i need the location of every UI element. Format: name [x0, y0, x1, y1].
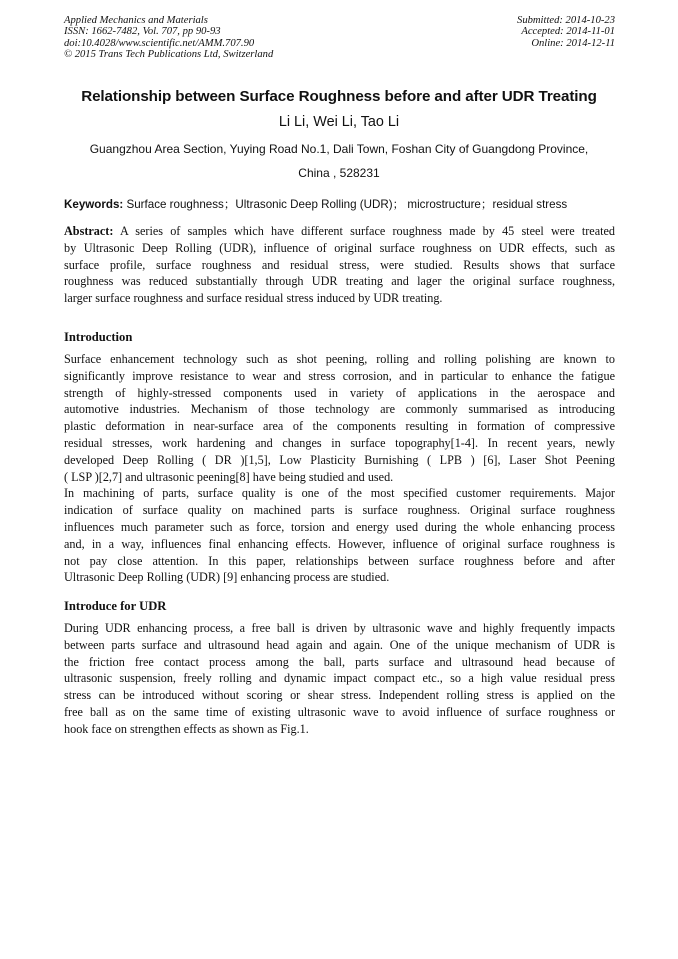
submitted-date: Submitted: 2014-10-23 — [517, 15, 615, 26]
body-line: developed Deep Rolling ( DR )[1,5], Low Plasticity Burnishing ( LPB ) [6], Laser Shot Peening — [64, 452, 615, 467]
body-line: not pay close attention. In this paper, relationships between surface roughness before and after — [64, 553, 615, 568]
body-line: influences much parameter such as force, torsion and energy used during the whole enhancing process — [64, 519, 615, 534]
abstract — [64, 223, 615, 307]
section-heading-introduction: Introduction — [64, 330, 133, 344]
accepted-date: Accepted: 2014-11-01 — [521, 26, 615, 38]
journal-header-right — [517, 15, 615, 49]
body-line: between parts surface and ultrasound head again and again. One of the unique mechanism of UDR is — [64, 637, 615, 652]
affiliation-line: China , 528231 — [298, 166, 380, 180]
body-line: ( LSP )[2,7] and ultrasonic peening[8] have being studied and used. — [64, 469, 394, 484]
abstract-line: larger surface roughness and surface residual stress induced by UDR treating. — [64, 291, 443, 306]
body-line: In machining of parts, surface quality is one of the most specified customer requirements. Major — [64, 486, 615, 501]
online-date: Online: 2014-12-11 — [531, 37, 615, 49]
udr-body — [64, 620, 615, 738]
abstract-line: Abstract: A series of samples which have different surface roughness made by 45 steel were treated — [64, 224, 615, 238]
body-line: residual stresses, work hardening and changes in surface topography[1-4]. In recent years, newly — [64, 435, 615, 450]
section-heading-udr: Introduce for UDR — [64, 599, 167, 613]
body-line: Ultrasonic Deep Rolling (UDR) [9] enhancing process are studied. — [64, 570, 390, 585]
body-line: Surface enhancement technology such as shot peening, rolling and rolling polishing are known to — [64, 352, 615, 366]
body-line: the friction free contact process among the ball, parts surface and ultrasound head because of — [64, 654, 615, 669]
body-line: significantly improve resistance to wear and stress corrosion, and in particular to enhance the fatigue — [64, 368, 615, 383]
body-line: plastic deformation in near-surface area of the components resulting in formation of compressive — [64, 419, 615, 434]
paper-title: Relationship between Surface Roughness before and after UDR Treating — [81, 88, 597, 105]
body-line: automotive industries. Mechanism of those technology are commonly summarised as introducing — [64, 402, 615, 417]
body-line: ultrasonic suspension, freely rolling and dynamic impact compact etc., so a high value residual press — [64, 671, 615, 686]
keywords-label: Keywords: — [64, 198, 124, 211]
abstract-line: by Ultrasonic Deep Rolling (UDR), influence of original surface roughness on UDR effects, such as — [64, 240, 615, 255]
abstract-label: Abstract: — [64, 224, 114, 238]
copyright: © 2015 Trans Tech Publications Ltd, Switzerland — [64, 49, 274, 61]
issn-volume: ISSN: 1662-7482, Vol. 707, pp 90-93 — [64, 26, 221, 38]
affiliation-line: Guangzhou Area Section, Yuying Road No.1, Dali Town, Foshan City of Guangdong Province, — [89, 142, 589, 156]
abstract-line: surface profile, surface roughness and residual stress, were studied. Results shows that surface — [64, 257, 615, 272]
introduction-body — [64, 351, 615, 586]
affiliation — [0, 137, 678, 185]
body-line: hook face on strengthen effects as shown as Fig.1. — [64, 721, 309, 736]
body-line: stress can be introduced without scoring or shear stress. Independent rolling stress is applied on the — [64, 688, 615, 703]
keywords-text: Surface roughness；Ultrasonic Deep Rolling (UDR)； microstructure；residual stress — [123, 198, 568, 211]
body-line: indication of surface quality on machined parts is surface roughness. Original surface roughness — [64, 503, 615, 518]
body-line: strength of highly-stressed components used in variety of applications in the aerospace and — [64, 385, 615, 400]
abstract-line: roughness was reduced substantially through UDR treating and lager the original surface roughness, — [64, 274, 615, 289]
body-line: and, in a way, influences final enhancing effects. However, influence of original surface roughness is — [64, 536, 615, 551]
journal-header-left — [64, 15, 273, 61]
doi: doi:10.4028/www.scientific.net/AMM.707.90 — [64, 37, 255, 49]
keywords — [64, 196, 624, 212]
body-line: During UDR enhancing process, a free ball is driven by ultrasonic wave and highly frequently impacts — [64, 621, 615, 635]
journal-name: Applied Mechanics and Materials — [64, 15, 208, 26]
body-line: free ball as on the same time of existing ultrasonic wave to avoid influence of surface roughness or — [64, 704, 615, 719]
authors: Li Li, Wei Li, Tao Li — [278, 114, 400, 130]
